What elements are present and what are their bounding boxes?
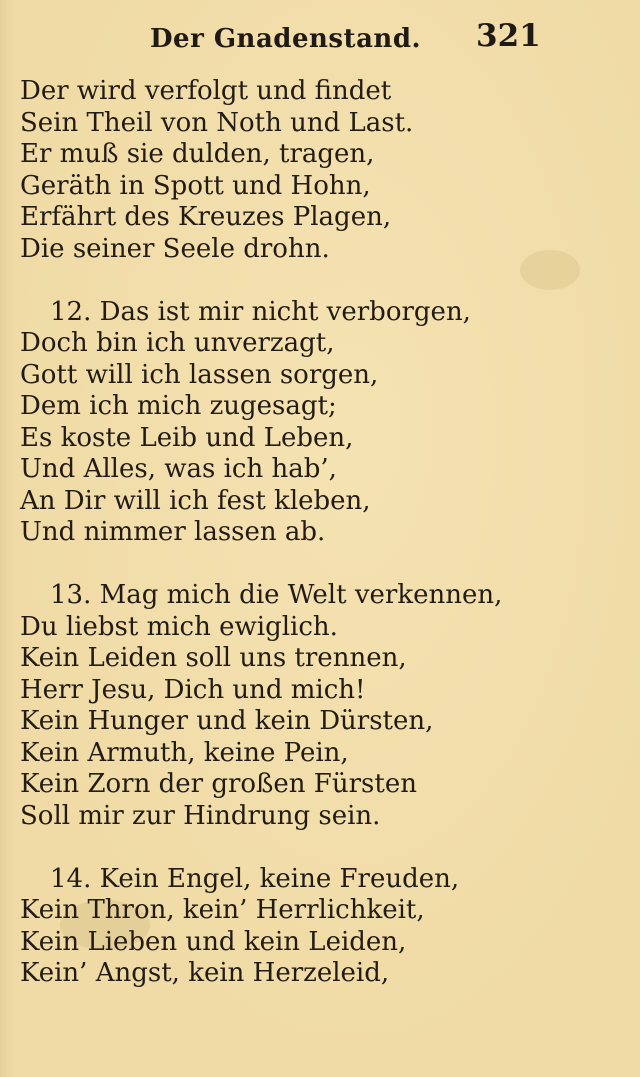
verse-line: Kein Lieben und kein Leiden, [20,926,407,957]
verse-line: Kein Hunger und kein Dürsten, [20,706,434,736]
verse-line: 14. Kein Engel, keine Freuden, [50,863,460,894]
verse-line: Gott will ich lassen sorgen, [20,359,379,390]
verse-line: Kein Zorn der großen Fürsten [20,769,417,799]
verse-line: Kein’ Angst, kein Herzeleid, [20,958,390,988]
verse-line: 13. Mag mich die Welt verkennen, [50,580,503,610]
verse-line: Dem ich mich zugesagt; [20,391,337,421]
verse-line: Herr Jesu, Dich und mich! [20,674,366,705]
verse-line: Der wird verfolgt und findet [20,76,392,106]
verse-line: Es koste Leib und Leben, [20,422,354,453]
verse-line: Sein Theil von Noth und Last. [20,107,414,138]
stanza [20,580,620,832]
verse-line: Geräth in Spott und Hohn, [20,170,371,201]
verse-line: 12. Das ist mir nicht verborgen, [50,296,471,327]
verse-line: Du liebst mich ewiglich. [20,611,338,642]
verse-line: Kein Leiden soll uns trennen, [20,643,407,673]
verse-line: An Dir will ich fest kleben, [20,485,371,516]
verse-line: Und Alles, was ich hab’, [20,454,337,484]
verse-line: Doch bin ich unverzagt, [20,328,335,358]
verse-line: Und nimmer lassen ab. [20,517,326,547]
stanza [20,864,620,990]
page-number: 321 [476,18,541,54]
stanza [20,76,620,265]
verse-line: Erfährt des Kreuzes Plagen, [20,202,392,232]
stanza [20,297,620,549]
verse-line: Kein Armuth, keine Pein, [20,737,349,768]
page-header [0,18,640,58]
hymn-text [20,76,620,1021]
running-title: Der Gnadenstand. [150,24,422,54]
verse-line: Die seiner Seele drohn. [20,233,330,264]
verse-line: Kein Thron, kein’ Herrlichkeit, [20,895,425,925]
verse-line: Soll mir zur Hindrung sein. [20,800,381,831]
verse-line: Er muß sie dulden, tragen, [20,139,375,169]
